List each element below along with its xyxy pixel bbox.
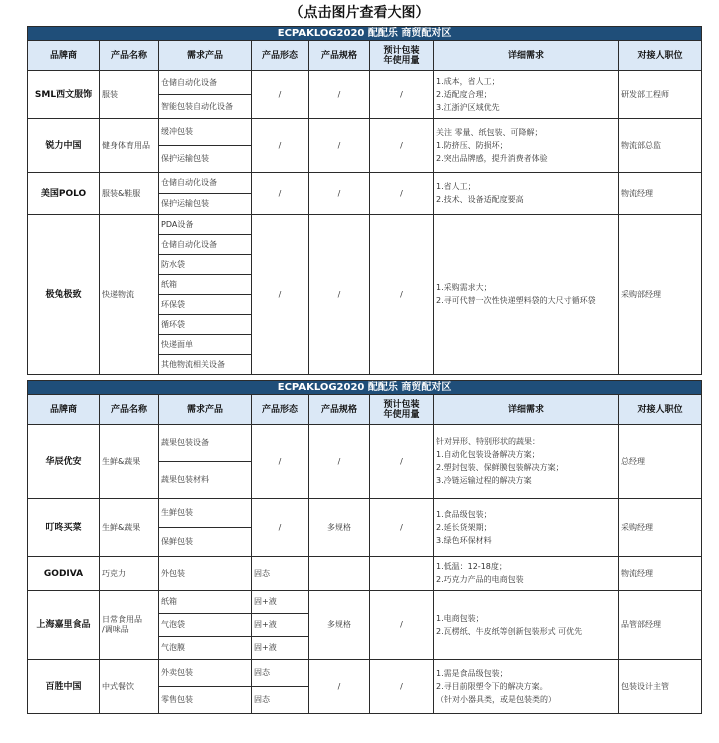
annual-usage: / bbox=[370, 499, 434, 557]
need-item: 蔬果包装设备 bbox=[159, 425, 252, 462]
detail-line: 2.巧克力产品的电商包装 bbox=[436, 575, 524, 584]
product-spec: / bbox=[309, 425, 370, 499]
product-form: 固态 bbox=[252, 660, 309, 687]
table-row bbox=[28, 660, 702, 687]
product-form: / bbox=[252, 71, 309, 119]
column-header-contact: 对接人职位 bbox=[619, 41, 702, 71]
product-form: 固态 bbox=[252, 687, 309, 714]
detail-line: （针对小器具类，或是包装类的） bbox=[436, 694, 556, 704]
product-spec: / bbox=[309, 119, 370, 173]
contact-position: 品管部经理 bbox=[619, 591, 702, 660]
table-row bbox=[28, 557, 702, 591]
need-item: 其他物流相关设备 bbox=[159, 355, 252, 375]
detail-requirements bbox=[434, 215, 619, 375]
column-header-product: 产品名称 bbox=[100, 41, 159, 71]
annual-usage: / bbox=[370, 215, 434, 375]
product-form: / bbox=[252, 119, 309, 173]
detail-requirements bbox=[434, 591, 619, 660]
contact-position: 物流经理 bbox=[619, 557, 702, 591]
detail-line: 1.防挤压、防损坏； bbox=[436, 140, 508, 150]
detail-line: 1.省人工； bbox=[436, 182, 476, 191]
detail-requirements bbox=[434, 660, 619, 714]
product-form: 固+液 bbox=[252, 614, 309, 637]
annual-usage bbox=[370, 557, 434, 591]
product-spec: 多规格 bbox=[309, 499, 370, 557]
need-item: 仓储自动化设备 bbox=[159, 173, 252, 194]
column-header-brand: 品牌商 bbox=[28, 41, 100, 71]
need-item: 缓冲包装 bbox=[159, 119, 252, 146]
detail-line: 2.技术、设备适配度要高 bbox=[436, 195, 524, 204]
product-spec bbox=[309, 557, 370, 591]
column-header-brand: 品牌商 bbox=[28, 395, 100, 425]
table-row bbox=[28, 71, 702, 95]
need-item: 生鲜包装 bbox=[159, 499, 252, 528]
detail-line: 2.延长货架期； bbox=[436, 522, 492, 532]
detail-line: 3.江浙沪区域优先 bbox=[436, 102, 500, 112]
product-form: / bbox=[252, 215, 309, 375]
need-item: 防水袋 bbox=[159, 255, 252, 275]
annual-usage: / bbox=[370, 660, 434, 714]
contact-position: 研发部工程师 bbox=[619, 71, 702, 119]
annual-usage: / bbox=[370, 173, 434, 215]
detail-line: 针对异形、特别形状的蔬果： bbox=[436, 437, 540, 446]
detail-line: 2.寻目前限塑令下的解决方案。 bbox=[436, 681, 548, 691]
product-spec: 多规格 bbox=[309, 591, 370, 660]
detail-line: 2.寻可代替一次性快递塑料袋的大尺寸循环袋 bbox=[436, 296, 596, 305]
detail-requirements bbox=[434, 499, 619, 557]
product-name: 生鲜&蔬果 bbox=[100, 499, 159, 557]
need-item: 仓储自动化设备 bbox=[159, 71, 252, 95]
detail-requirements bbox=[434, 173, 619, 215]
table-row bbox=[28, 425, 702, 462]
brand-name: 美国POLO bbox=[28, 173, 100, 215]
detail-line: 2.塑封包装、保鲜膜包装解决方案； bbox=[436, 463, 564, 472]
table-row bbox=[28, 173, 702, 194]
brand-name: 叮咚买菜 bbox=[28, 499, 100, 557]
brand-name: SML西文服饰 bbox=[28, 71, 100, 119]
annual-usage: / bbox=[370, 119, 434, 173]
table-row bbox=[28, 591, 702, 614]
brand-name: 锐力中国 bbox=[28, 119, 100, 173]
detail-line: 1.低温：12-18度； bbox=[436, 562, 507, 571]
need-item: 智能包装自动化设备 bbox=[159, 95, 252, 119]
contact-position: 采购经理 bbox=[619, 499, 702, 557]
brand-name: 华辰优安 bbox=[28, 425, 100, 499]
contact-position: 总经理 bbox=[619, 425, 702, 499]
column-header-product: 产品名称 bbox=[100, 395, 159, 425]
product-spec: / bbox=[309, 71, 370, 119]
product-name: 巧克力 bbox=[100, 557, 159, 591]
brand-name: 极兔极致 bbox=[28, 215, 100, 375]
need-item: 零售包装 bbox=[159, 687, 252, 714]
annual-usage: / bbox=[370, 591, 434, 660]
product-form: / bbox=[252, 425, 309, 499]
contact-position: 物流经理 bbox=[619, 173, 702, 215]
need-item: 保护运输包装 bbox=[159, 146, 252, 173]
annual-usage: / bbox=[370, 71, 434, 119]
product-name: 快递物流 bbox=[100, 215, 159, 375]
product-form: / bbox=[252, 499, 309, 557]
need-item: 仓储自动化设备 bbox=[159, 235, 252, 255]
product-name: 生鲜&蔬果 bbox=[100, 425, 159, 499]
need-item: 纸箱 bbox=[159, 275, 252, 295]
need-item: 蔬果包装材料 bbox=[159, 462, 252, 499]
detail-line: 1.成本，省人工； bbox=[436, 76, 500, 86]
product-spec: / bbox=[309, 660, 370, 714]
column-header-contact: 对接人职位 bbox=[619, 395, 702, 425]
detail-requirements bbox=[434, 557, 619, 591]
brand-name: 上海嘉里食品 bbox=[28, 591, 100, 660]
need-item: 保护运输包装 bbox=[159, 194, 252, 215]
need-item: 循环袋 bbox=[159, 315, 252, 335]
detail-requirements bbox=[434, 71, 619, 119]
detail-line: 1.电商包装； bbox=[436, 613, 484, 623]
detail-line: 1.食品级包装； bbox=[436, 509, 492, 519]
matching-table-1 bbox=[27, 26, 702, 375]
detail-line: 1.自动化包装设备解决方案； bbox=[436, 450, 540, 459]
need-item: 快递面单 bbox=[159, 335, 252, 355]
table-row bbox=[28, 215, 702, 235]
column-header-details: 详细需求 bbox=[434, 395, 619, 425]
need-item: 外卖包装 bbox=[159, 660, 252, 687]
column-header-form: 产品形态 bbox=[252, 41, 309, 71]
product-name: 健身体育用品 bbox=[100, 119, 159, 173]
detail-line: 1.采购需求大； bbox=[436, 283, 492, 292]
detail-line: 关注 零量、纸包装、可降解； bbox=[436, 127, 543, 137]
product-form: 固+液 bbox=[252, 591, 309, 614]
table-row bbox=[28, 499, 702, 528]
detail-line: 2.适配度合理； bbox=[436, 89, 492, 99]
product-name: 日常食用品 /调味品 bbox=[100, 591, 159, 660]
detail-line: 1.需是食品级包装； bbox=[436, 668, 508, 678]
brand-name: GODIVA bbox=[28, 557, 100, 591]
contact-position: 包装设计主管 bbox=[619, 660, 702, 714]
need-item: 外包装 bbox=[159, 557, 252, 591]
product-name: 服装 bbox=[100, 71, 159, 119]
column-header-usage: 预计包装 年使用量 bbox=[370, 41, 434, 71]
column-header-spec: 产品规格 bbox=[309, 41, 370, 71]
column-header-spec: 产品规格 bbox=[309, 395, 370, 425]
contact-position: 物流部总监 bbox=[619, 119, 702, 173]
detail-line: 3.冷链运输过程的解决方案 bbox=[436, 476, 532, 485]
detail-line: 2.突出品牌感，提升消费者体验 bbox=[436, 153, 548, 163]
banner-title: ECPAKLOG2020 配配乐 商贸配对区 bbox=[28, 27, 702, 41]
detail-requirements bbox=[434, 425, 619, 499]
product-form: / bbox=[252, 173, 309, 215]
need-item: 气泡膜 bbox=[159, 637, 252, 660]
detail-line: 3.绿色环保材料 bbox=[436, 535, 492, 545]
need-item: 环保袋 bbox=[159, 295, 252, 315]
product-form: 固+液 bbox=[252, 637, 309, 660]
page-title: （点击图片查看大图） bbox=[289, 5, 430, 21]
banner-title: ECPAKLOG2020 配配乐 商贸配对区 bbox=[28, 381, 702, 395]
need-item: 保鲜包装 bbox=[159, 528, 252, 557]
column-header-usage: 预计包装 年使用量 bbox=[370, 395, 434, 425]
matching-table-2 bbox=[27, 380, 702, 714]
annual-usage: / bbox=[370, 425, 434, 499]
product-name: 服装&鞋服 bbox=[100, 173, 159, 215]
brand-name: 百胜中国 bbox=[28, 660, 100, 714]
table-row bbox=[28, 119, 702, 146]
product-form: 固态 bbox=[252, 557, 309, 591]
column-header-need: 需求产品 bbox=[159, 41, 252, 71]
product-name: 中式餐饮 bbox=[100, 660, 159, 714]
contact-position: 采购部经理 bbox=[619, 215, 702, 375]
column-header-form: 产品形态 bbox=[252, 395, 309, 425]
need-item: PDA设备 bbox=[159, 215, 252, 235]
product-spec: / bbox=[309, 215, 370, 375]
need-item: 气泡袋 bbox=[159, 614, 252, 637]
detail-requirements bbox=[434, 119, 619, 173]
column-header-details: 详细需求 bbox=[434, 41, 619, 71]
product-spec: / bbox=[309, 173, 370, 215]
column-header-need: 需求产品 bbox=[159, 395, 252, 425]
need-item: 纸箱 bbox=[159, 591, 252, 614]
detail-line: 2.瓦楞纸、牛皮纸等创新包装形式 可优先 bbox=[436, 626, 583, 636]
